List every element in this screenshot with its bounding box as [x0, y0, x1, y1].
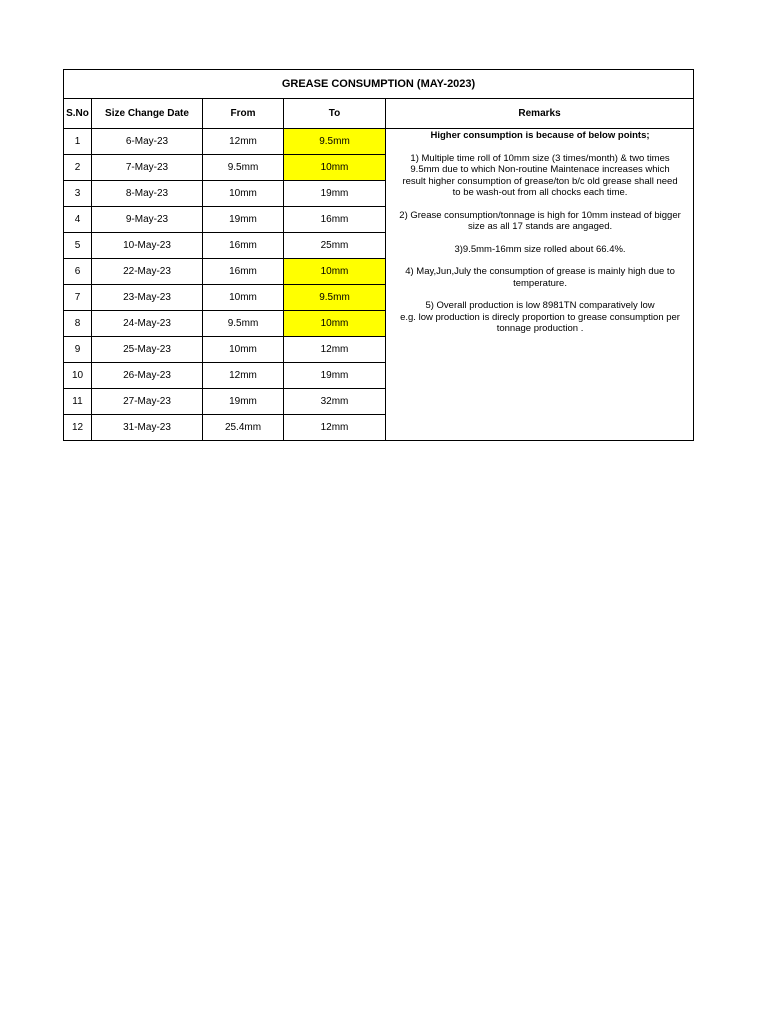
sno-cell: 5 — [64, 233, 92, 259]
sno-cell: 10 — [64, 363, 92, 389]
date-cell: 25-May-23 — [92, 337, 203, 363]
table-title: GREASE CONSUMPTION (MAY-2023) — [64, 70, 694, 99]
to-cell: 9.5mm — [284, 129, 386, 155]
from-cell: 25.4mm — [203, 415, 284, 441]
column-header-sno: S.No — [64, 99, 92, 129]
to-cell: 32mm — [284, 389, 386, 415]
remark-point-1-line-1: 1) Multiple time roll of 10mm size (3 times/month) & two times — [410, 152, 670, 164]
date-cell: 10-May-23 — [92, 233, 203, 259]
remark-point-1-line-2: 9.5mm due to which Non-routine Maintenace increases which — [410, 164, 670, 175]
from-cell: 10mm — [203, 285, 284, 311]
remarks-lead: Higher consumption is because of below points; — [430, 130, 650, 141]
column-header-from: From — [203, 99, 284, 129]
from-cell: 9.5mm — [203, 311, 284, 337]
to-cell: 10mm — [284, 155, 386, 181]
remark-point-1-line-4: to be wash-out from all chocks each time. — [452, 187, 628, 198]
to-cell: 19mm — [284, 363, 386, 389]
to-cell: 25mm — [284, 233, 386, 259]
date-cell: 23-May-23 — [92, 285, 203, 311]
remark-point-2-line-2: size as all 17 stands are angaged. — [467, 221, 613, 232]
from-cell: 19mm — [203, 389, 284, 415]
from-cell: 12mm — [203, 363, 284, 389]
sno-cell: 7 — [64, 285, 92, 311]
date-cell: 22-May-23 — [92, 259, 203, 285]
to-cell: 12mm — [284, 415, 386, 441]
to-cell: 19mm — [284, 181, 386, 207]
date-cell: 26-May-23 — [92, 363, 203, 389]
from-cell: 16mm — [203, 259, 284, 285]
to-cell: 9.5mm — [284, 285, 386, 311]
date-cell: 9-May-23 — [92, 207, 203, 233]
date-cell: 6-May-23 — [92, 129, 203, 155]
column-header-remarks: Remarks — [386, 99, 694, 129]
date-cell: 8-May-23 — [92, 181, 203, 207]
grease-consumption-sheet — [63, 69, 693, 441]
to-cell: 10mm — [284, 259, 386, 285]
remark-point-3-line-1: 3)9.5mm-16mm size rolled about 66.4%. — [454, 243, 626, 255]
sno-cell: 12 — [64, 415, 92, 441]
sno-cell: 3 — [64, 181, 92, 207]
to-cell: 10mm — [284, 311, 386, 337]
from-cell: 10mm — [203, 181, 284, 207]
grease-consumption-table — [63, 69, 694, 441]
column-header-to: To — [284, 99, 386, 129]
from-cell: 9.5mm — [203, 155, 284, 181]
from-cell: 19mm — [203, 207, 284, 233]
remark-point-4-line-2: temperature. — [513, 277, 567, 289]
remarks-cell — [386, 129, 694, 441]
from-cell: 16mm — [203, 233, 284, 259]
sno-cell: 2 — [64, 155, 92, 181]
from-cell: 12mm — [203, 129, 284, 155]
to-cell: 12mm — [284, 337, 386, 363]
table-row — [64, 129, 694, 155]
date-cell: 24-May-23 — [92, 311, 203, 337]
sno-cell: 11 — [64, 389, 92, 415]
sno-cell: 4 — [64, 207, 92, 233]
remark-point-5-line-2: e.g. low production is direcly proportion to grease consumption per — [400, 311, 680, 323]
remark-point-4-line-1: 4) May,Jun,July the consumption of grease is mainly high due to — [405, 266, 675, 277]
column-header-size-change-date: Size Change Date — [92, 99, 203, 129]
sno-cell: 6 — [64, 259, 92, 285]
sno-cell: 8 — [64, 311, 92, 337]
date-cell: 7-May-23 — [92, 155, 203, 181]
remark-point-2-line-1: 2) Grease consumption/tonnage is high for 10mm instead of bigger — [399, 209, 681, 221]
date-cell: 27-May-23 — [92, 389, 203, 415]
date-cell: 31-May-23 — [92, 415, 203, 441]
sno-cell: 1 — [64, 129, 92, 155]
remark-point-1-line-3: result higher consumption of grease/ton b/c old grease shall need — [402, 175, 678, 187]
sno-cell: 9 — [64, 337, 92, 363]
to-cell: 16mm — [284, 207, 386, 233]
from-cell: 10mm — [203, 337, 284, 363]
remark-point-5-line-1: 5) Overall production is low 8981TN comparatively low — [425, 300, 655, 311]
remark-point-5-line-3: tonnage production . — [496, 323, 584, 334]
